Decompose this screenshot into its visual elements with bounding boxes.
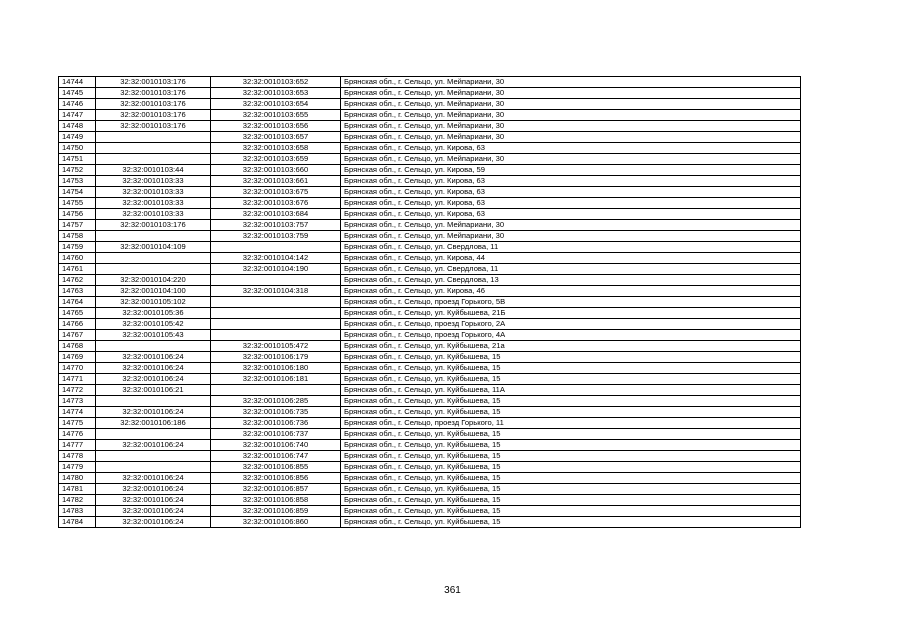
land-cadastral-number-cell: 32:32:0010103:176 [96, 220, 211, 231]
row-number-cell: 14770 [59, 363, 96, 374]
building-cadastral-number-cell: 32:32:0010103:757 [211, 220, 341, 231]
table-row [59, 198, 801, 209]
address-cell: Брянская обл., г. Сельцо, ул. Мейпариани, 30 [341, 132, 801, 143]
table-row [59, 451, 801, 462]
address-cell: Брянская обл., г. Сельцо, ул. Куйбышева, 15 [341, 484, 801, 495]
land-cadastral-number-cell: 32:32:0010105:102 [96, 297, 211, 308]
building-cadastral-number-cell [211, 275, 341, 286]
land-cadastral-number-cell [96, 253, 211, 264]
table-row [59, 484, 801, 495]
building-cadastral-number-cell: 32:32:0010106:737 [211, 429, 341, 440]
table-row [59, 374, 801, 385]
land-cadastral-number-cell [96, 451, 211, 462]
building-cadastral-number-cell: 32:32:0010103:660 [211, 165, 341, 176]
address-cell: Брянская обл., г. Сельцо, проезд Горького, 11 [341, 418, 801, 429]
row-number-cell: 14761 [59, 264, 96, 275]
table-row [59, 396, 801, 407]
row-number-cell: 14780 [59, 473, 96, 484]
land-cadastral-number-cell: 32:32:0010105:42 [96, 319, 211, 330]
land-cadastral-number-cell [96, 341, 211, 352]
address-cell: Брянская обл., г. Сельцо, ул. Мейпариани, 30 [341, 110, 801, 121]
row-number-cell: 14765 [59, 308, 96, 319]
land-cadastral-number-cell: 32:32:0010103:176 [96, 77, 211, 88]
address-cell: Брянская обл., г. Сельцо, ул. Кирова, 46 [341, 286, 801, 297]
land-cadastral-number-cell: 32:32:0010105:36 [96, 308, 211, 319]
land-cadastral-number-cell: 32:32:0010106:24 [96, 484, 211, 495]
row-number-cell: 14776 [59, 429, 96, 440]
row-number-cell: 14753 [59, 176, 96, 187]
row-number-cell: 14764 [59, 297, 96, 308]
land-cadastral-number-cell [96, 264, 211, 275]
row-number-cell: 14759 [59, 242, 96, 253]
table-row [59, 110, 801, 121]
building-cadastral-number-cell: 32:32:0010106:747 [211, 451, 341, 462]
building-cadastral-number-cell: 32:32:0010103:684 [211, 209, 341, 220]
row-number-cell: 14757 [59, 220, 96, 231]
building-cadastral-number-cell: 32:32:0010106:179 [211, 352, 341, 363]
row-number-cell: 14744 [59, 77, 96, 88]
table-row [59, 473, 801, 484]
building-cadastral-number-cell: 32:32:0010106:858 [211, 495, 341, 506]
building-cadastral-number-cell: 32:32:0010104:142 [211, 253, 341, 264]
address-cell: Брянская обл., г. Сельцо, ул. Кирова, 63 [341, 187, 801, 198]
land-cadastral-number-cell: 32:32:0010106:24 [96, 473, 211, 484]
row-number-cell: 14762 [59, 275, 96, 286]
land-cadastral-number-cell: 32:32:0010103:33 [96, 198, 211, 209]
address-cell: Брянская обл., г. Сельцо, ул. Куйбышева, 15 [341, 506, 801, 517]
building-cadastral-number-cell: 32:32:0010106:859 [211, 506, 341, 517]
row-number-cell: 14782 [59, 495, 96, 506]
address-cell: Брянская обл., г. Сельцо, ул. Куйбышева, 21а [341, 341, 801, 352]
land-cadastral-number-cell: 32:32:0010103:176 [96, 88, 211, 99]
row-number-cell: 14749 [59, 132, 96, 143]
table-row [59, 187, 801, 198]
row-number-cell: 14774 [59, 407, 96, 418]
land-cadastral-number-cell [96, 429, 211, 440]
row-number-cell: 14779 [59, 462, 96, 473]
address-cell: Брянская обл., г. Сельцо, ул. Свердлова, 13 [341, 275, 801, 286]
address-cell: Брянская обл., г. Сельцо, ул. Куйбышева, 11А [341, 385, 801, 396]
row-number-cell: 14769 [59, 352, 96, 363]
row-number-cell: 14771 [59, 374, 96, 385]
page-number: 361 [444, 585, 461, 596]
row-number-cell: 14775 [59, 418, 96, 429]
table-row [59, 341, 801, 352]
land-cadastral-number-cell: 32:32:0010106:24 [96, 352, 211, 363]
building-cadastral-number-cell: 32:32:0010106:856 [211, 473, 341, 484]
table-row [59, 440, 801, 451]
table-row [59, 121, 801, 132]
address-cell: Брянская обл., г. Сельцо, ул. Кирова, 63 [341, 176, 801, 187]
address-cell: Брянская обл., г. Сельцо, ул. Кирова, 59 [341, 165, 801, 176]
table-row [59, 143, 801, 154]
building-cadastral-number-cell: 32:32:0010104:318 [211, 286, 341, 297]
row-number-cell: 14758 [59, 231, 96, 242]
address-cell: Брянская обл., г. Сельцо, ул. Мейпариани, 30 [341, 77, 801, 88]
building-cadastral-number-cell: 32:32:0010103:675 [211, 187, 341, 198]
address-cell: Брянская обл., г. Сельцо, проезд Горького, 4А [341, 330, 801, 341]
building-cadastral-number-cell: 32:32:0010103:655 [211, 110, 341, 121]
table-row [59, 418, 801, 429]
land-cadastral-number-cell [96, 154, 211, 165]
table-row [59, 209, 801, 220]
table-row [59, 462, 801, 473]
land-cadastral-number-cell: 32:32:0010103:33 [96, 209, 211, 220]
row-number-cell: 14767 [59, 330, 96, 341]
land-cadastral-number-cell: 32:32:0010106:24 [96, 506, 211, 517]
building-cadastral-number-cell [211, 308, 341, 319]
building-cadastral-number-cell: 32:32:0010103:653 [211, 88, 341, 99]
building-cadastral-number-cell: 32:32:0010106:736 [211, 418, 341, 429]
land-cadastral-number-cell [96, 396, 211, 407]
table-row [59, 264, 801, 275]
table-row [59, 77, 801, 88]
row-number-cell: 14745 [59, 88, 96, 99]
table-row [59, 99, 801, 110]
land-cadastral-number-cell: 32:32:0010104:100 [96, 286, 211, 297]
address-cell: Брянская обл., г. Сельцо, проезд Горького, 2А [341, 319, 801, 330]
building-cadastral-number-cell: 32:32:0010103:654 [211, 99, 341, 110]
table-row [59, 165, 801, 176]
land-cadastral-number-cell: 32:32:0010103:33 [96, 187, 211, 198]
table-row [59, 517, 801, 528]
building-cadastral-number-cell [211, 319, 341, 330]
row-number-cell: 14766 [59, 319, 96, 330]
address-cell: Брянская обл., г. Сельцо, ул. Куйбышева, 21Б [341, 308, 801, 319]
land-cadastral-number-cell: 32:32:0010106:24 [96, 374, 211, 385]
row-number-cell: 14773 [59, 396, 96, 407]
row-number-cell: 14781 [59, 484, 96, 495]
land-cadastral-number-cell: 32:32:0010104:220 [96, 275, 211, 286]
address-cell: Брянская обл., г. Сельцо, ул. Куйбышева, 15 [341, 473, 801, 484]
table-row [59, 495, 801, 506]
registry-table-body [59, 77, 801, 528]
address-cell: Брянская обл., г. Сельцо, ул. Кирова, 63 [341, 198, 801, 209]
table-row [59, 154, 801, 165]
building-cadastral-number-cell: 32:32:0010103:659 [211, 154, 341, 165]
land-cadastral-number-cell [96, 462, 211, 473]
address-cell: Брянская обл., г. Сельцо, ул. Куйбышева, 15 [341, 517, 801, 528]
building-cadastral-number-cell: 32:32:0010106:855 [211, 462, 341, 473]
land-cadastral-number-cell: 32:32:0010106:186 [96, 418, 211, 429]
building-cadastral-number-cell: 32:32:0010106:735 [211, 407, 341, 418]
address-cell: Брянская обл., г. Сельцо, проезд Горького, 5В [341, 297, 801, 308]
table-row [59, 176, 801, 187]
building-cadastral-number-cell: 32:32:0010106:740 [211, 440, 341, 451]
address-cell: Брянская обл., г. Сельцо, ул. Мейпариани, 30 [341, 121, 801, 132]
address-cell: Брянская обл., г. Сельцо, ул. Куйбышева, 15 [341, 374, 801, 385]
address-cell: Брянская обл., г. Сельцо, ул. Куйбышева, 15 [341, 495, 801, 506]
row-number-cell: 14777 [59, 440, 96, 451]
land-cadastral-number-cell: 32:32:0010103:44 [96, 165, 211, 176]
row-number-cell: 14763 [59, 286, 96, 297]
building-cadastral-number-cell: 32:32:0010106:180 [211, 363, 341, 374]
land-cadastral-number-cell: 32:32:0010106:24 [96, 363, 211, 374]
table-row [59, 363, 801, 374]
land-cadastral-number-cell: 32:32:0010103:176 [96, 99, 211, 110]
table-row [59, 352, 801, 363]
table-row [59, 429, 801, 440]
land-cadastral-number-cell: 32:32:0010105:43 [96, 330, 211, 341]
table-row [59, 88, 801, 99]
row-number-cell: 14751 [59, 154, 96, 165]
table-row [59, 308, 801, 319]
land-cadastral-number-cell: 32:32:0010103:176 [96, 121, 211, 132]
land-cadastral-number-cell [96, 143, 211, 154]
table-row [59, 506, 801, 517]
address-cell: Брянская обл., г. Сельцо, ул. Свердлова, 11 [341, 264, 801, 275]
land-cadastral-number-cell [96, 231, 211, 242]
row-number-cell: 14784 [59, 517, 96, 528]
land-cadastral-number-cell [96, 132, 211, 143]
land-cadastral-number-cell: 32:32:0010103:176 [96, 110, 211, 121]
row-number-cell: 14755 [59, 198, 96, 209]
row-number-cell: 14746 [59, 99, 96, 110]
row-number-cell: 14752 [59, 165, 96, 176]
building-cadastral-number-cell: 32:32:0010103:652 [211, 77, 341, 88]
row-number-cell: 14756 [59, 209, 96, 220]
address-cell: Брянская обл., г. Сельцо, ул. Куйбышева, 15 [341, 363, 801, 374]
table-row [59, 275, 801, 286]
address-cell: Брянская обл., г. Сельцо, ул. Куйбышева, 15 [341, 407, 801, 418]
building-cadastral-number-cell: 32:32:0010103:759 [211, 231, 341, 242]
table-row [59, 297, 801, 308]
address-cell: Брянская обл., г. Сельцо, ул. Кирова, 44 [341, 253, 801, 264]
address-cell: Брянская обл., г. Сельцо, ул. Кирова, 63 [341, 143, 801, 154]
table-row [59, 253, 801, 264]
land-cadastral-number-cell: 32:32:0010103:33 [96, 176, 211, 187]
table-row [59, 286, 801, 297]
building-cadastral-number-cell: 32:32:0010105:472 [211, 341, 341, 352]
table-row [59, 132, 801, 143]
building-cadastral-number-cell [211, 297, 341, 308]
address-cell: Брянская обл., г. Сельцо, ул. Куйбышева, 15 [341, 396, 801, 407]
building-cadastral-number-cell: 32:32:0010103:676 [211, 198, 341, 209]
land-cadastral-number-cell: 32:32:0010106:21 [96, 385, 211, 396]
table-row [59, 231, 801, 242]
table-row [59, 330, 801, 341]
land-cadastral-number-cell: 32:32:0010106:24 [96, 407, 211, 418]
row-number-cell: 14760 [59, 253, 96, 264]
building-cadastral-number-cell [211, 330, 341, 341]
address-cell: Брянская обл., г. Сельцо, ул. Мейпариани, 30 [341, 231, 801, 242]
building-cadastral-number-cell: 32:32:0010103:661 [211, 176, 341, 187]
land-cadastral-number-cell: 32:32:0010104:109 [96, 242, 211, 253]
address-cell: Брянская обл., г. Сельцо, ул. Куйбышева, 15 [341, 462, 801, 473]
address-cell: Брянская обл., г. Сельцо, ул. Куйбышева, 15 [341, 352, 801, 363]
row-number-cell: 14778 [59, 451, 96, 462]
address-cell: Брянская обл., г. Сельцо, ул. Мейпариани, 30 [341, 220, 801, 231]
building-cadastral-number-cell: 32:32:0010104:190 [211, 264, 341, 275]
table-row [59, 385, 801, 396]
address-cell: Брянская обл., г. Сельцо, ул. Мейпариани, 30 [341, 88, 801, 99]
address-cell: Брянская обл., г. Сельцо, ул. Куйбышева, 15 [341, 429, 801, 440]
table-row [59, 242, 801, 253]
land-cadastral-number-cell: 32:32:0010106:24 [96, 440, 211, 451]
building-cadastral-number-cell [211, 242, 341, 253]
building-cadastral-number-cell [211, 385, 341, 396]
building-cadastral-number-cell: 32:32:0010106:860 [211, 517, 341, 528]
table-row [59, 407, 801, 418]
table-row [59, 319, 801, 330]
building-cadastral-number-cell: 32:32:0010106:285 [211, 396, 341, 407]
address-cell: Брянская обл., г. Сельцо, ул. Мейпариани, 30 [341, 154, 801, 165]
building-cadastral-number-cell: 32:32:0010106:181 [211, 374, 341, 385]
building-cadastral-number-cell: 32:32:0010103:657 [211, 132, 341, 143]
address-cell: Брянская обл., г. Сельцо, ул. Куйбышева, 15 [341, 440, 801, 451]
address-cell: Брянская обл., г. Сельцо, ул. Мейпариани, 30 [341, 99, 801, 110]
row-number-cell: 14748 [59, 121, 96, 132]
registry-table [58, 76, 801, 528]
building-cadastral-number-cell: 32:32:0010103:656 [211, 121, 341, 132]
land-cadastral-number-cell: 32:32:0010106:24 [96, 495, 211, 506]
row-number-cell: 14747 [59, 110, 96, 121]
row-number-cell: 14783 [59, 506, 96, 517]
address-cell: Брянская обл., г. Сельцо, ул. Куйбышева, 15 [341, 451, 801, 462]
building-cadastral-number-cell: 32:32:0010103:658 [211, 143, 341, 154]
row-number-cell: 14754 [59, 187, 96, 198]
address-cell: Брянская обл., г. Сельцо, ул. Свердлова, 11 [341, 242, 801, 253]
row-number-cell: 14750 [59, 143, 96, 154]
row-number-cell: 14772 [59, 385, 96, 396]
land-cadastral-number-cell: 32:32:0010106:24 [96, 517, 211, 528]
table-row [59, 220, 801, 231]
row-number-cell: 14768 [59, 341, 96, 352]
building-cadastral-number-cell: 32:32:0010106:857 [211, 484, 341, 495]
address-cell: Брянская обл., г. Сельцо, ул. Кирова, 63 [341, 209, 801, 220]
